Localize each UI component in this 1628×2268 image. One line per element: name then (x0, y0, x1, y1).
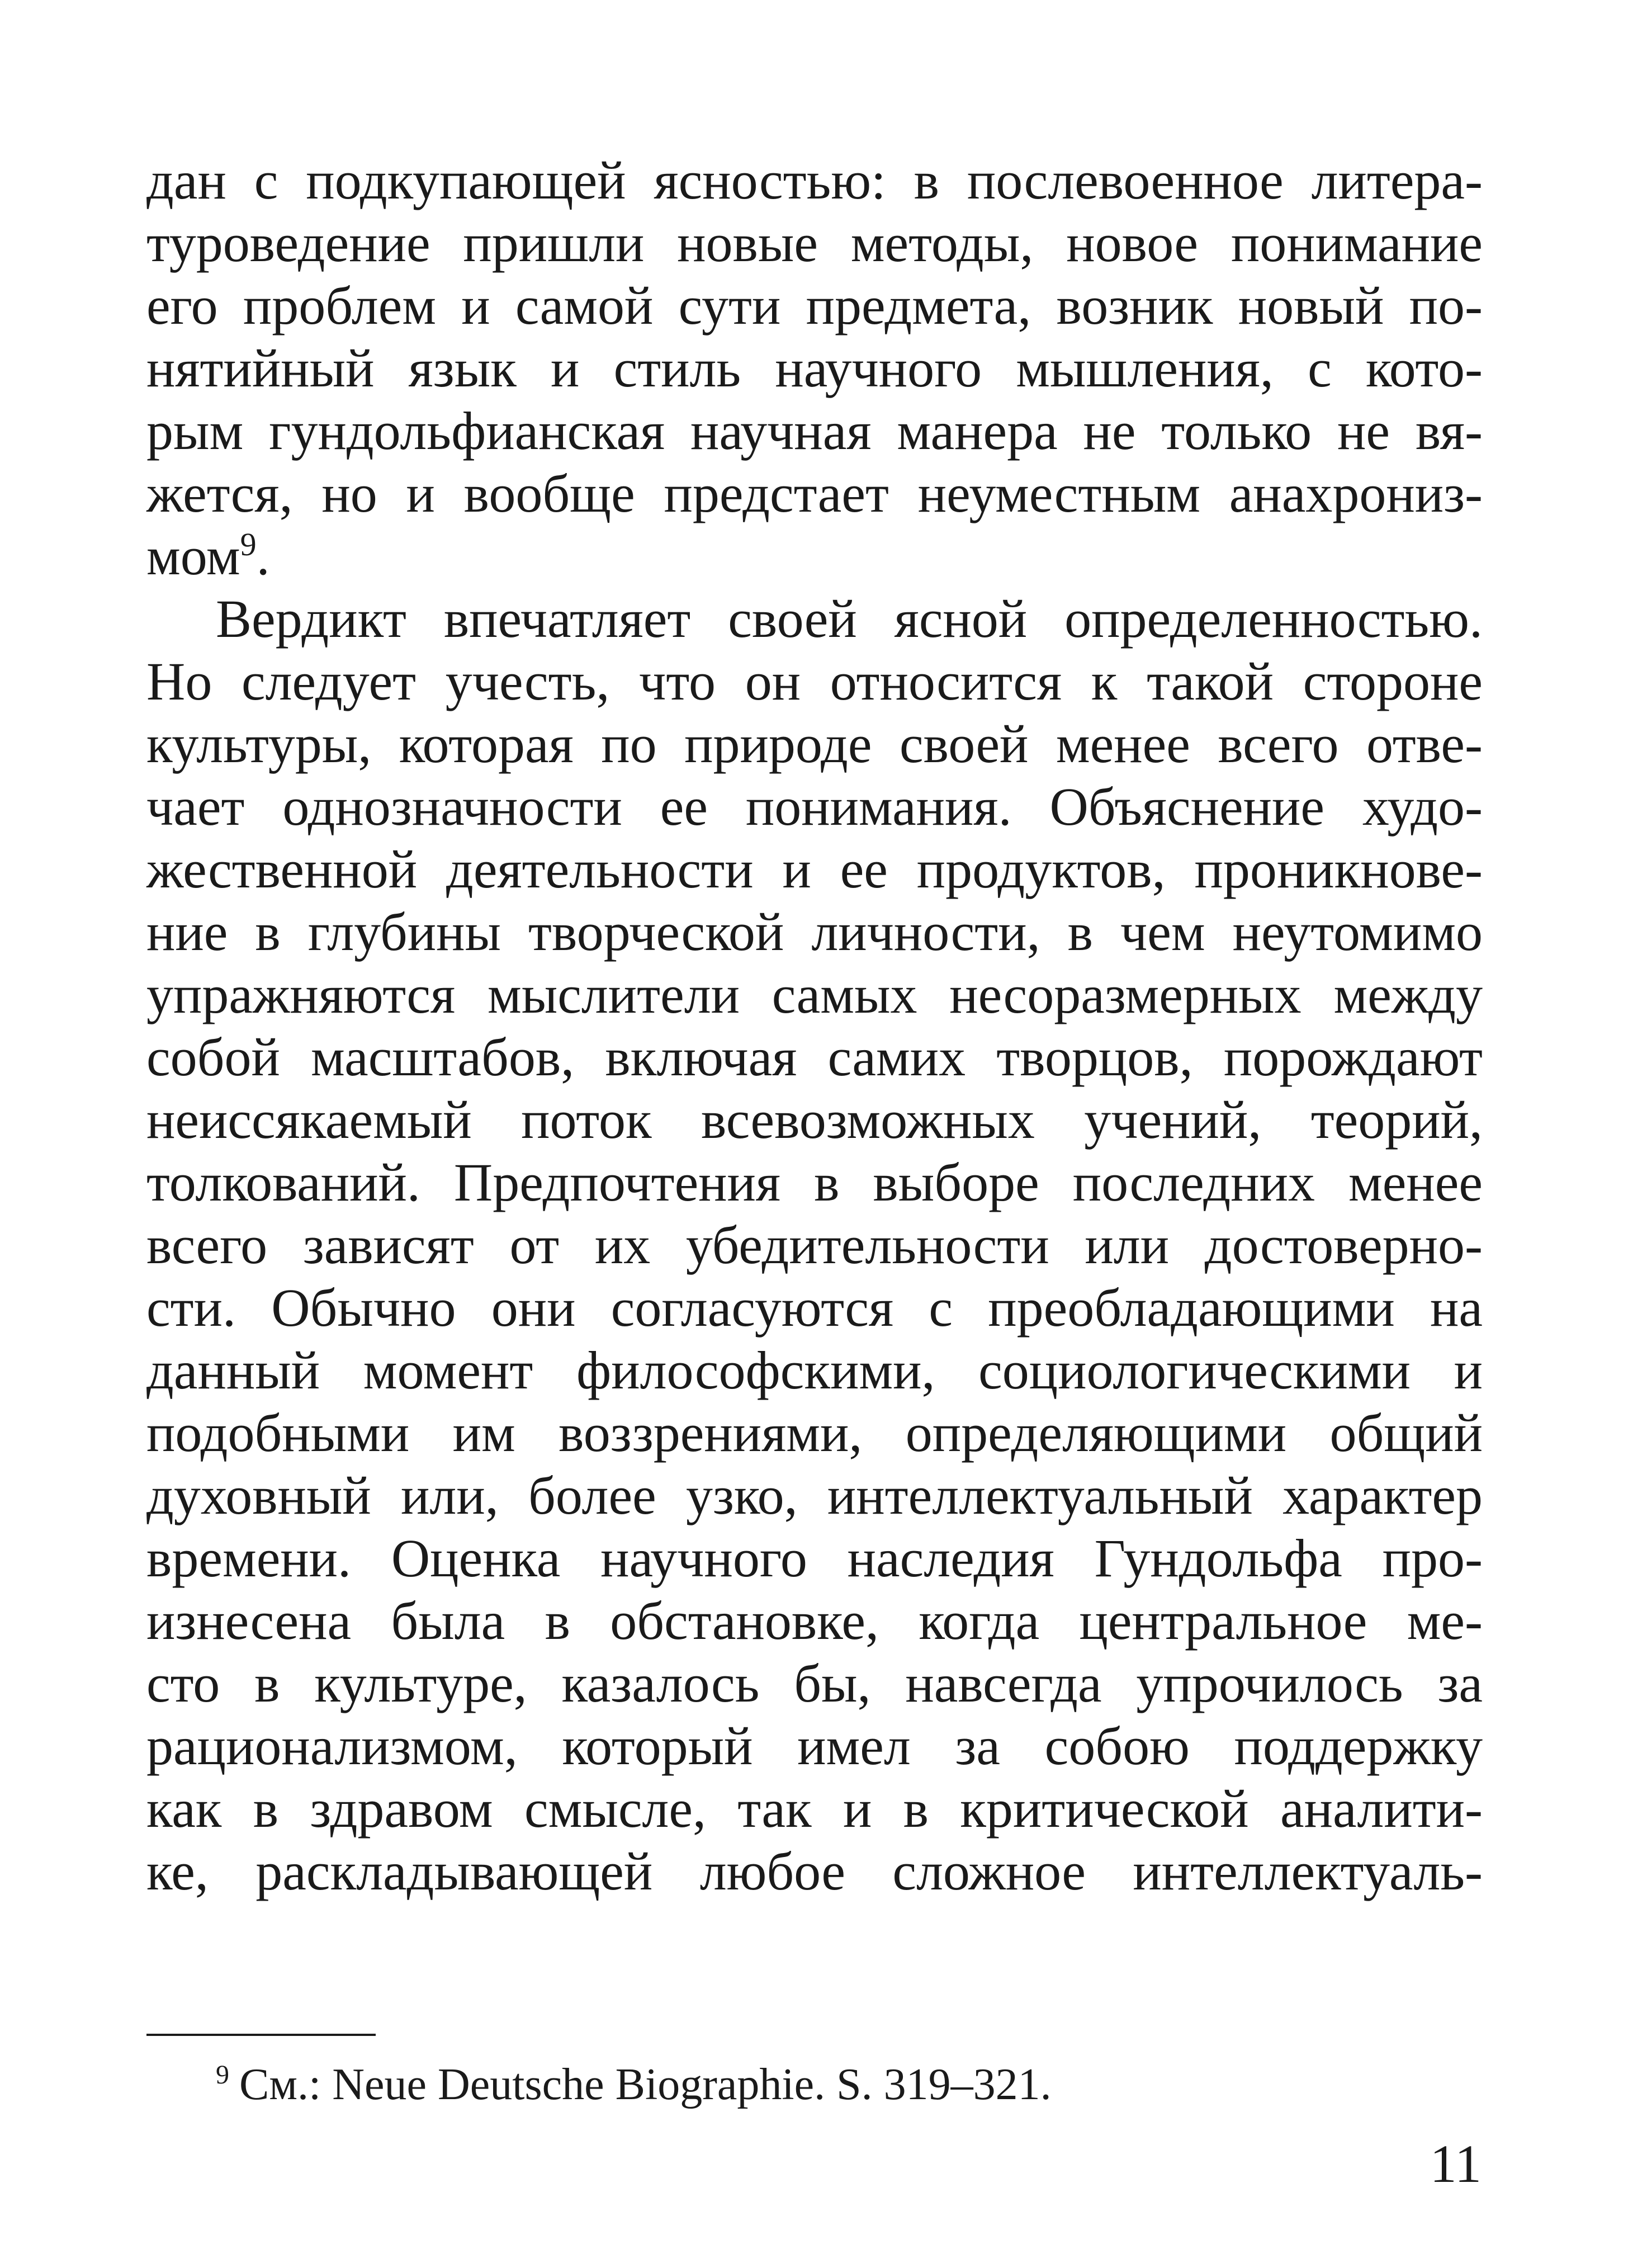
text-line: данный момент философскими, социологическими и (146, 1340, 1483, 1400)
text-line: изнесена была в обстановке, когда центральное ме- (146, 1591, 1483, 1651)
footnote-divider (146, 2034, 376, 2036)
text-line: ке, раскладывающей любое сложное интеллектуаль- (146, 1841, 1483, 1901)
text-line: сти. Обычно они согласуются с преобладающими на (146, 1278, 1483, 1338)
text-line: жественной деятельности и ее продуктов, проникнове- (146, 839, 1483, 899)
text-line: дан с подкупающей ясностью: в послевоенное литера- (146, 150, 1483, 210)
text-line: его проблем и самой сути предмета, возник новый по- (146, 276, 1483, 336)
text-line: Но следует учесть, что он относится к такой стороне (146, 651, 1483, 711)
paragraph-first-line: Вердикт впечатляет своей ясной определенностью. (216, 589, 1483, 649)
text-line: чает однозначности ее понимания. Объяснение худо- (146, 777, 1483, 837)
text-line: толкований. Предпочтения в выборе последних менее (146, 1152, 1483, 1212)
text-line: как в здравом смысле, так и в критической аналити- (146, 1779, 1483, 1839)
footnote (216, 2058, 1052, 2111)
text-line: туроведение пришли новые методы, новое понимание (146, 213, 1483, 273)
text-fragment: мом (146, 526, 240, 586)
text-line: всего зависят от их убедительности или достоверно- (146, 1215, 1483, 1275)
page-number: 11 (1430, 2134, 1482, 2194)
text-line: духовный или, более узко, интеллектуальный характер (146, 1466, 1483, 1525)
text-line: нятийный язык и стиль научного мышления, с кото- (146, 338, 1483, 398)
footnote-reference: 9 (240, 526, 257, 563)
text-line: подобными им воззрениями, определяющими общий (146, 1403, 1483, 1463)
text-line-with-footnote-ref (146, 526, 1483, 587)
text-line: сто в культуре, казалось бы, навсегда упрочилось за (146, 1653, 1483, 1713)
footnote-marker: 9 (216, 2060, 229, 2090)
text-line: собой масштабов, включая самих творцов, порождают (146, 1027, 1483, 1087)
text-line: неиссякаемый поток всевозможных учений, теорий, (146, 1090, 1483, 1150)
text-line: ние в глубины творческой личности, в чем неутомимо (146, 902, 1483, 962)
footnote-text: См.: Neue Deutsche Biographie. S. 319–321. (239, 2060, 1052, 2109)
text-fragment: . (256, 526, 270, 586)
text-line: рым гундольфианская научная манера не только не вя- (146, 401, 1483, 461)
text-line: рационализмом, который имел за собою поддержку (146, 1716, 1483, 1776)
text-line: культуры, которая по природе своей менее всего отве- (146, 714, 1483, 774)
text-line: жется, но и вообще предстает неуместным анахрониз- (146, 464, 1483, 523)
text-line: упражняются мыслители самых несоразмерных между (146, 965, 1483, 1024)
text-line: времени. Оценка научного наследия Гундольфа про- (146, 1528, 1483, 1588)
